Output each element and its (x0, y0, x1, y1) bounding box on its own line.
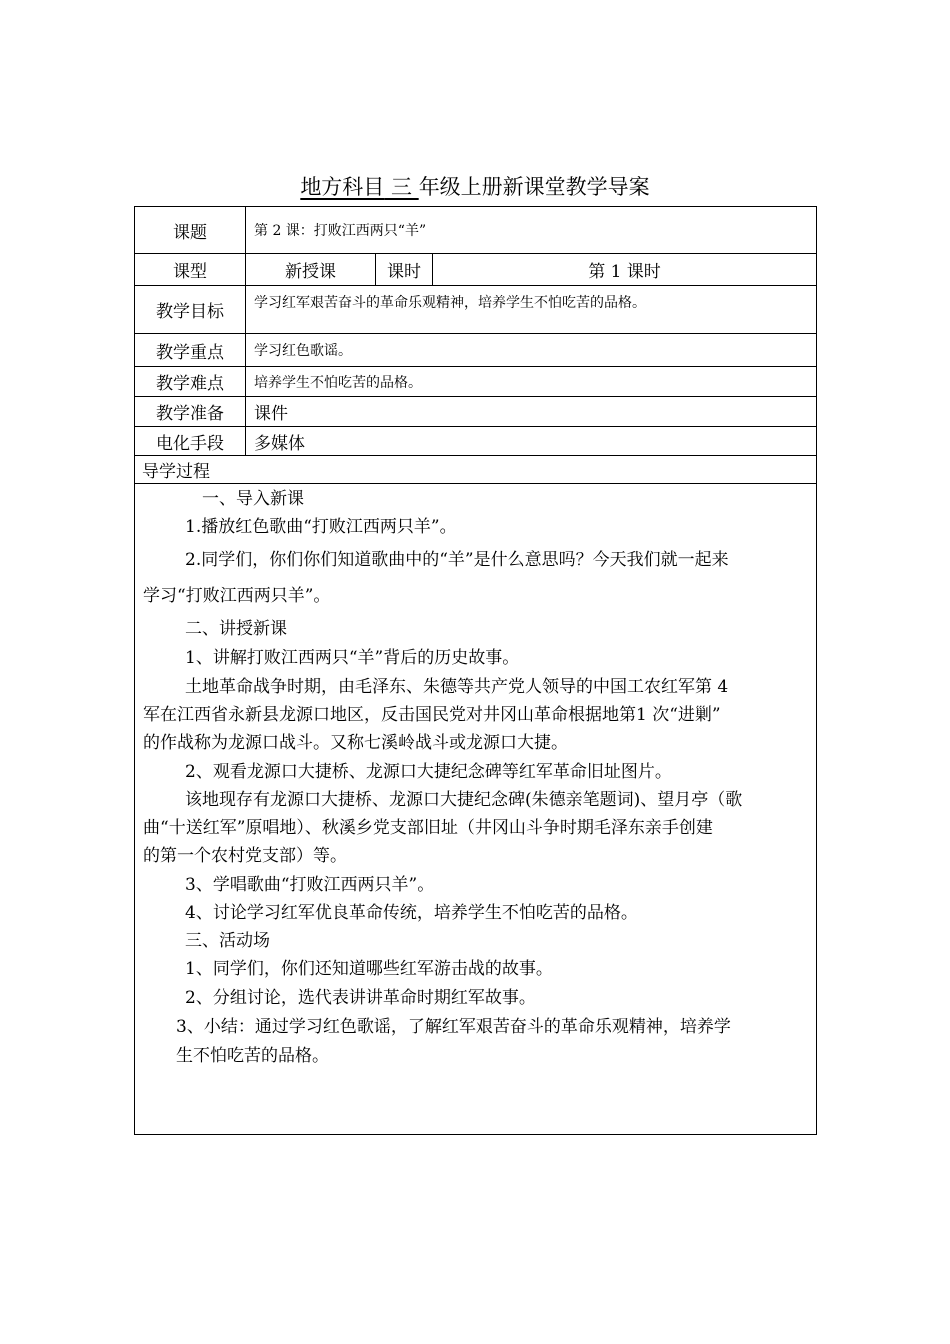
content-line: 3、学唱歌曲“打败江西两只羊”。 (185, 875, 435, 895)
value-preparation: 课件 (245, 397, 816, 426)
value-difficulty: 培养学生不怕吃苦的品格。 (245, 367, 816, 396)
content-line: 1、同学们，你们还知道哪些红军游击战的故事。 (185, 959, 553, 979)
label-process: 导学过程 (142, 462, 210, 482)
content-line: 4、讨论学习红军优良革命传统，培养学生不怕吃苦的品格。 (185, 903, 638, 923)
label-topic: 课题 (173, 222, 207, 243)
row-process (135, 456, 816, 484)
content-line: 该地现存有龙源口大捷桥、龙源口大捷纪念碑(朱德亲笔题词)、望月亭（歌 (185, 790, 743, 810)
value-period: 第 1 课时 (432, 254, 816, 285)
label-difficulty: 教学难点 (156, 374, 224, 394)
row-key-point (135, 334, 816, 367)
value-media: 多媒体 (245, 427, 816, 455)
row-type (135, 254, 816, 286)
title-rest: 年级上册新课堂教学导案 (418, 175, 650, 199)
content-line: 2、观看龙源口大捷桥、龙源口大捷纪念碑等红军革命旧址图片。 (185, 762, 672, 782)
row-media (135, 427, 816, 456)
label-type: 课型 (173, 262, 207, 282)
value-key-point: 学习红色歌谣。 (245, 334, 816, 366)
content-line: 2.同学们，你们你们知道歌曲中的“羊”是什么意思吗？今天我们就一起来 (185, 550, 729, 570)
document-title (0, 172, 950, 202)
lesson-plan-table (134, 206, 817, 1135)
row-difficulty (135, 367, 816, 397)
content-line: 军在江西省永新县龙源口地区，反击国民党对井冈山革命根据地第1 次“进剿” (143, 705, 721, 725)
content-line: 3、小结：通过学习红色歌谣，了解红军艰苦奋斗的革命乐观精神，培养学 (176, 1017, 731, 1037)
row-objective (135, 286, 816, 334)
value-objective: 学习红军艰苦奋斗的革命乐观精神，培养学生不怕吃苦的品格。 (245, 286, 816, 333)
row-topic (135, 207, 816, 254)
content-line: 土地革命战争时期，由毛泽东、朱德等共产党人领导的中国工农红军第 4 (185, 677, 729, 697)
content-line: 的作战称为龙源口战斗。又称七溪岭战斗或龙源口大捷。 (143, 733, 568, 753)
title-grade-value: 三 (391, 175, 412, 199)
section-heading: 二、讲授新课 (185, 619, 287, 639)
title-subject: 地方科目 (300, 175, 385, 199)
content-line: 1.播放红色歌曲“打败江西两只羊”。 (185, 517, 457, 537)
title-grade (384, 175, 418, 199)
content-line: 的第一个农村党支部）等。 (143, 846, 347, 866)
label-preparation: 教学准备 (156, 404, 224, 424)
content-line: 曲“十送红军”原唱地）、秋溪乡党支部旧址（井冈山斗争时期毛泽东亲手创建 (143, 818, 713, 838)
label-objective: 教学目标 (156, 302, 224, 322)
content-line: 2、分组讨论，选代表讲讲革命时期红军故事。 (185, 988, 536, 1008)
label-key-point: 教学重点 (156, 342, 224, 363)
label-media: 电化手段 (156, 433, 224, 454)
content-line: 生不怕吃苦的品格。 (176, 1046, 329, 1066)
value-topic: 第 2 课：打败江西两只“羊” (245, 207, 816, 253)
value-type: 新授课 (245, 254, 375, 285)
label-period: 课时 (375, 254, 432, 285)
section-heading: 三、活动场 (185, 931, 270, 951)
content-line: 1、讲解打败江西两只“羊”背后的历史故事。 (185, 648, 520, 668)
section-heading: 一、导入新课 (202, 489, 304, 509)
content-line: 学习“打败江西两只羊”。 (143, 586, 331, 606)
row-preparation (135, 397, 816, 427)
